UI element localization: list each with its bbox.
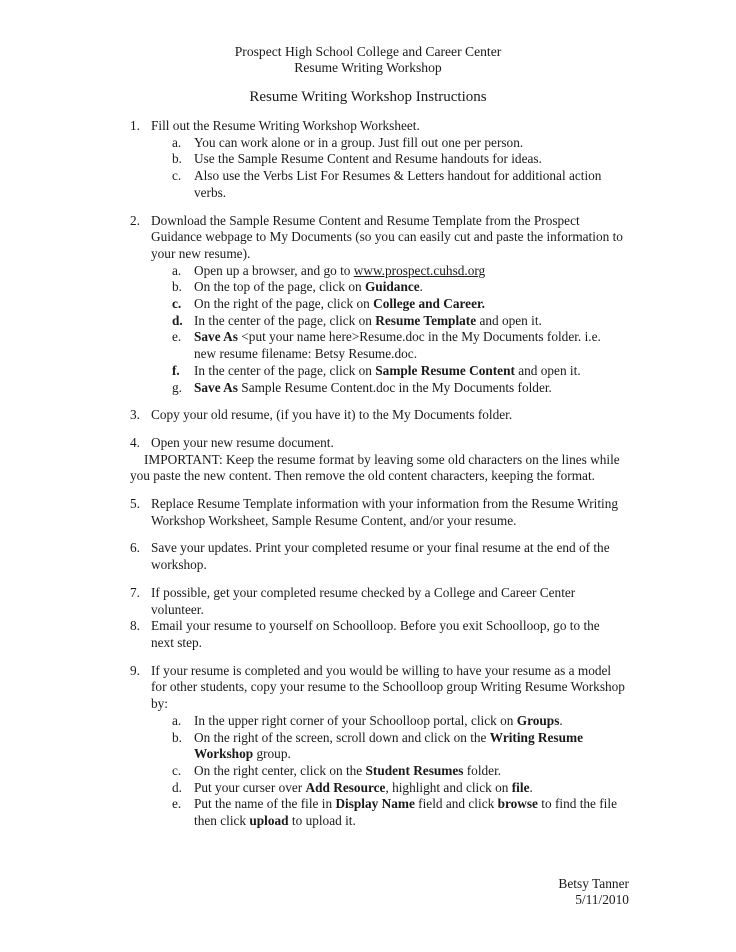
instruction-item (130, 213, 625, 397)
sub-step-letter: c. (172, 762, 182, 778)
sub-step-text: In the center of the page, click on (194, 312, 376, 328)
item-number: 5. (130, 496, 140, 512)
sub-step-text: to find the file then click (194, 796, 617, 829)
item-number: 9. (130, 662, 140, 678)
instruction-item (130, 540, 625, 573)
sub-step-emphasis: browse (497, 796, 538, 812)
sub-step (151, 730, 625, 763)
sub-step-letter: e. (172, 329, 182, 345)
sub-step (151, 313, 625, 330)
sub-step-emphasis: Display Name (335, 796, 415, 812)
item-text: Download the Sample Resume Content and Resume Template from the Prospect Guidance webpage to My Documents (so you can easily cut and paste the information to your new resume). (151, 212, 623, 261)
sub-step-text: Sample Resume Content.doc in the My Documents folder. (237, 379, 552, 395)
sub-step-letter: d. (172, 312, 183, 328)
item-number: 1. (130, 118, 140, 133)
sub-step (151, 780, 625, 797)
instruction-item (130, 663, 625, 830)
sub-step-text: In the center of the page, click on (194, 362, 376, 378)
instruction-item (130, 618, 625, 651)
sub-step-text: Open up a browser, and go to (194, 262, 354, 278)
sub-step-text: , highlight and click on (385, 779, 512, 795)
sub-step-emphasis: Sample Resume Content (375, 362, 515, 378)
sub-step-letter: a. (172, 134, 182, 150)
sub-step (151, 713, 625, 730)
instruction-list (130, 118, 625, 830)
sub-step (151, 151, 625, 168)
sub-step-letter: a. (172, 262, 182, 278)
instruction-item (130, 496, 625, 529)
sub-step-text: On the right center, click on the (194, 762, 366, 778)
sub-step-emphasis: Groups (516, 712, 560, 728)
sub-step-text: In the upper right corner of your Schoolloop portal, click on (194, 712, 517, 728)
sub-step-letter: c. (172, 168, 182, 184)
sub-step-text: You can work alone or in a group. Just fill out one per person. (194, 134, 524, 150)
item-number: 7. (130, 584, 140, 600)
sub-step-text: On the right of the page, click on (194, 296, 374, 312)
instruction-item (130, 407, 625, 424)
item-text: If possible, get your completed resume checked by a College and Career Center volunteer. (151, 584, 576, 617)
sub-step (151, 296, 625, 313)
sub-step-letter: b. (172, 151, 182, 167)
instruction-item (130, 585, 625, 618)
sub-step-letter: f. (172, 362, 180, 378)
item-note: IMPORTANT: Keep the resume format by leaving some old characters on the lines while you paste the new content. Then remove the old content characters, keeping the format. (130, 451, 620, 484)
item-number: 8. (130, 618, 140, 634)
item-text: Save your updates. Print your completed resume or your final resume at the end of the workshop. (151, 540, 610, 573)
sub-step-text: . (559, 712, 563, 728)
signature-block (558, 876, 629, 908)
sub-step (151, 363, 625, 380)
sub-step-letter: b. (172, 729, 182, 745)
item-text: Email your resume to yourself on Schoolloop. Before you exit Schoolloop, go to the next step. (151, 618, 600, 650)
sub-step-emphasis: file (511, 779, 530, 795)
sub-step-emphasis: upload (249, 813, 289, 829)
sub-step-text: On the right of the screen, scroll down and click on the (194, 729, 490, 745)
sub-step-text: Put your curser over (194, 779, 306, 795)
sub-step-letter: b. (172, 279, 182, 295)
item-text: Replace Resume Template information with your information from the Resume Writing Workshop Worksheet, Sample Resume Content, and/or your resume. (151, 496, 619, 528)
prospect-website-link[interactable]: www.prospect.cuhsd.org (353, 262, 486, 278)
sub-step-text: group. (253, 746, 291, 762)
item-text: Copy your old resume, (if you have it) to the My Documents folder. (151, 407, 513, 423)
sub-step-text: to upload it. (288, 813, 356, 829)
sub-step-letter: a. (172, 712, 182, 728)
sub-step-emphasis: College and Career. (373, 296, 485, 312)
sub-step-emphasis: Resume Template (375, 312, 477, 328)
item-number: 3. (130, 407, 140, 423)
item-number: 4. (130, 434, 140, 450)
sub-step (151, 263, 625, 280)
sub-step-text: On the top of the page, click on (194, 279, 365, 295)
sub-step-text: folder. (463, 762, 502, 778)
item-text: Open your new resume document. (151, 434, 334, 450)
workshop-name: Resume Writing Workshop (294, 60, 442, 75)
sub-step-text: field and click (414, 796, 498, 812)
sub-step-letter: c. (172, 296, 182, 312)
item-text: If your resume is completed and you would be willing to have your resume as a model for other students, copy your resume to the Schoolloop group Writing Resume Workshop by: (151, 662, 625, 712)
document-title: Resume Writing Workshop Instructions (249, 89, 487, 105)
item-number: 6. (130, 540, 140, 556)
sub-step-emphasis: Save As (194, 379, 238, 395)
sub-step-letter: e. (172, 796, 182, 812)
sub-step-emphasis: Writing Resume Workshop (194, 729, 583, 762)
sub-step-text: and open it. (476, 312, 542, 328)
sub-step-emphasis: Save As (194, 329, 238, 345)
sub-step-text: Use the Sample Resume Content and Resume handouts for ideas. (194, 151, 542, 167)
sub-step-text: and open it. (514, 362, 581, 378)
school-name: Prospect High School College and Career Center (234, 44, 502, 59)
author-name: Betsy Tanner (558, 876, 629, 891)
sub-step-text: <put your name here>Resume.doc in the My Documents folder. i.e. new resume filename: Betsy Resume.doc. (194, 329, 601, 362)
sub-step-text: . (419, 279, 423, 295)
sub-step-letter: d. (172, 779, 182, 795)
sub-step (151, 168, 625, 201)
instruction-item (130, 435, 625, 485)
sub-step-emphasis: Student Resumes (365, 762, 464, 778)
author-date: 5/11/2010 (575, 892, 629, 907)
sub-step (151, 763, 625, 780)
item-text: Fill out the Resume Writing Workshop Worksheet. (151, 118, 420, 133)
item-number: 2. (130, 212, 140, 228)
sub-step-text: Put the name of the file in (194, 796, 336, 812)
sub-step (151, 329, 625, 362)
sub-step-text: Also use the Verbs List For Resumes & Letters handout for additional action verbs. (194, 168, 602, 200)
sub-step (151, 279, 625, 296)
sub-step (151, 796, 625, 829)
sub-step-text: . (529, 779, 533, 795)
instruction-item (130, 118, 625, 202)
sub-step-emphasis: Add Resource (305, 779, 386, 795)
sub-step-emphasis: Guidance (364, 279, 420, 295)
sub-step-letter: g. (172, 379, 182, 395)
document-header (0, 44, 736, 76)
sub-step (151, 380, 625, 397)
sub-step (151, 135, 625, 152)
